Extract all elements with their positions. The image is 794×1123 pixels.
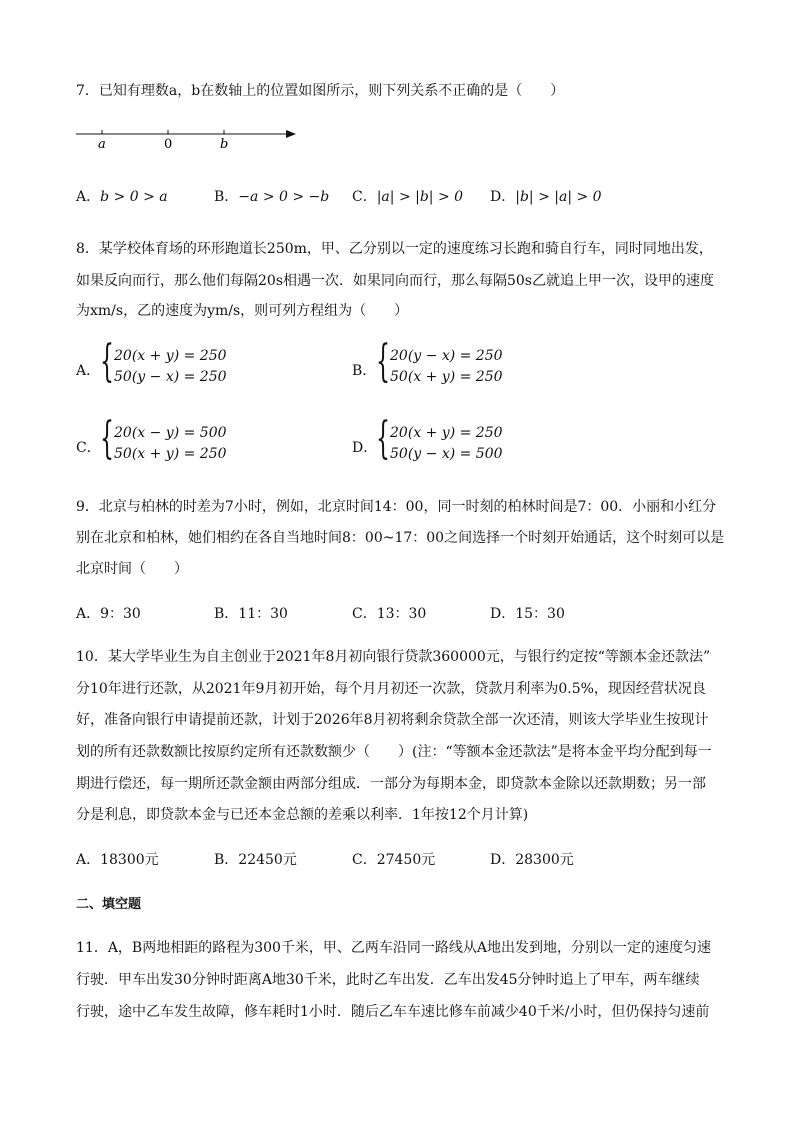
q8-option-d-system: { 20(x + y) = 250 50(y − x) = 500: [376, 413, 503, 464]
q8-line-1: 8．某学校体育场的环形跑道长250m，甲、乙分别以一定的速度练习长跑和骑自行车，同时同地出发，: [76, 241, 713, 257]
q8-option-a-label: A．: [76, 363, 101, 379]
q8-option-d-label: D．: [352, 440, 378, 456]
q10-option-b: B．22450元: [214, 852, 297, 868]
q7-option-d: D．|b| > |a| > 0: [490, 189, 602, 205]
q9-line-1: 9．北京与柏林的时差为7小时，例如，北京时间14：00，同一时刻的柏林时间是7：00．小丽和小红分: [76, 499, 717, 515]
q10-option-d: D．28300元: [490, 852, 574, 868]
q10-line-1: 10．某大学毕业生为自主创业于2021年8月初向银行贷款360000元，与银行约定按“等额本金还款法”: [76, 649, 711, 665]
axis-label-b: b: [220, 137, 229, 152]
q7-stem: 7．已知有理数a，b在数轴上的位置如图所示，则下列关系不正确的是（ ）: [76, 83, 565, 99]
q8-line-2: 如果反向而行，那么他们每隔20s相遇一次．如果同向而行，那么每隔50s乙就追上甲一次，设甲的速度: [76, 273, 714, 289]
q9-line-2: 别在北京和柏林，她们相约在各自当地时间8：00~17：00之间选择一个时刻开始通话，这个时刻可以是: [76, 530, 725, 546]
q10-option-c: C．27450元: [352, 852, 436, 868]
q8-option-c-system: { 20(x − y) = 500 50(x + y) = 250: [100, 413, 227, 464]
axis-label-a: a: [98, 137, 106, 152]
q8-line-3: 为xm/s，乙的速度为ym/s，则可列方程组为（ ）: [76, 303, 409, 319]
q9-option-b: B．11：30: [214, 606, 288, 622]
q8-option-b-system: { 20(y − x) = 250 50(x + y) = 250: [376, 336, 503, 387]
q10-line-2: 分10年进行还款，从2021年9月初开始，每个月月初还一次款，贷款月利率为0.5%，现因经营状况良: [76, 681, 706, 697]
axis-label-zero: 0: [164, 137, 173, 152]
q8-option-b-label: B．: [352, 363, 377, 379]
q9-option-c: C．13：30: [352, 606, 427, 622]
q7-option-b: B．−a > 0 > −b: [214, 189, 330, 205]
q9-option-d: D．15：30: [490, 606, 565, 622]
q9-line-3: 北京时间（ ）: [76, 561, 188, 577]
q11-line-3: 行驶，途中乙车发生故障，修车耗时1小时．随后乙车车速比修车前减少40千米/小时，但仍保持匀速前: [76, 1004, 710, 1020]
q10-line-5: 期进行偿还，每一期所还款金额由两部分组成．一部分为每期本金，即贷款本金除以还款期数；另一部: [76, 776, 706, 792]
q10-line-3: 好，准备向银行申请提前还款，计划于2026年8月初将剩余贷款全部一次还清，则该大学毕业生按现计: [76, 712, 709, 728]
q11-line-1: 11．A，B两地相距的路程为300千米，甲、乙两车沿同一路线从A地出发到地，分别以一定的速度匀速: [76, 940, 712, 956]
q8-option-c-label: C．: [76, 440, 101, 456]
q7-option-a: A．b > 0 > a: [76, 189, 168, 205]
section-heading-fill-in: 二、填空题: [76, 897, 142, 912]
q9-option-a: A．9：30: [76, 606, 141, 622]
q8-option-a-system: { 20(x + y) = 250 50(y − x) = 250: [100, 336, 227, 387]
q10-line-4: 划的所有还款数额比按原约定所有还款数额少（ ）(注：“等额本金还款法”是将本金平均分配到每一: [76, 744, 712, 760]
number-line-figure: [74, 124, 304, 154]
q11-line-2: 行驶．甲车出发30分钟时距离A地30千米，此时乙车出发．乙车出发45分钟时追上了甲车，两车继续: [76, 972, 700, 988]
q10-option-a: A．18300元: [76, 852, 159, 868]
q7-option-c: C．|a| > |b| > 0: [352, 189, 464, 205]
q10-line-6: 分是利息，即贷款本金与已还本金总额的差乘以利率．1年按12个月计算): [76, 807, 529, 823]
